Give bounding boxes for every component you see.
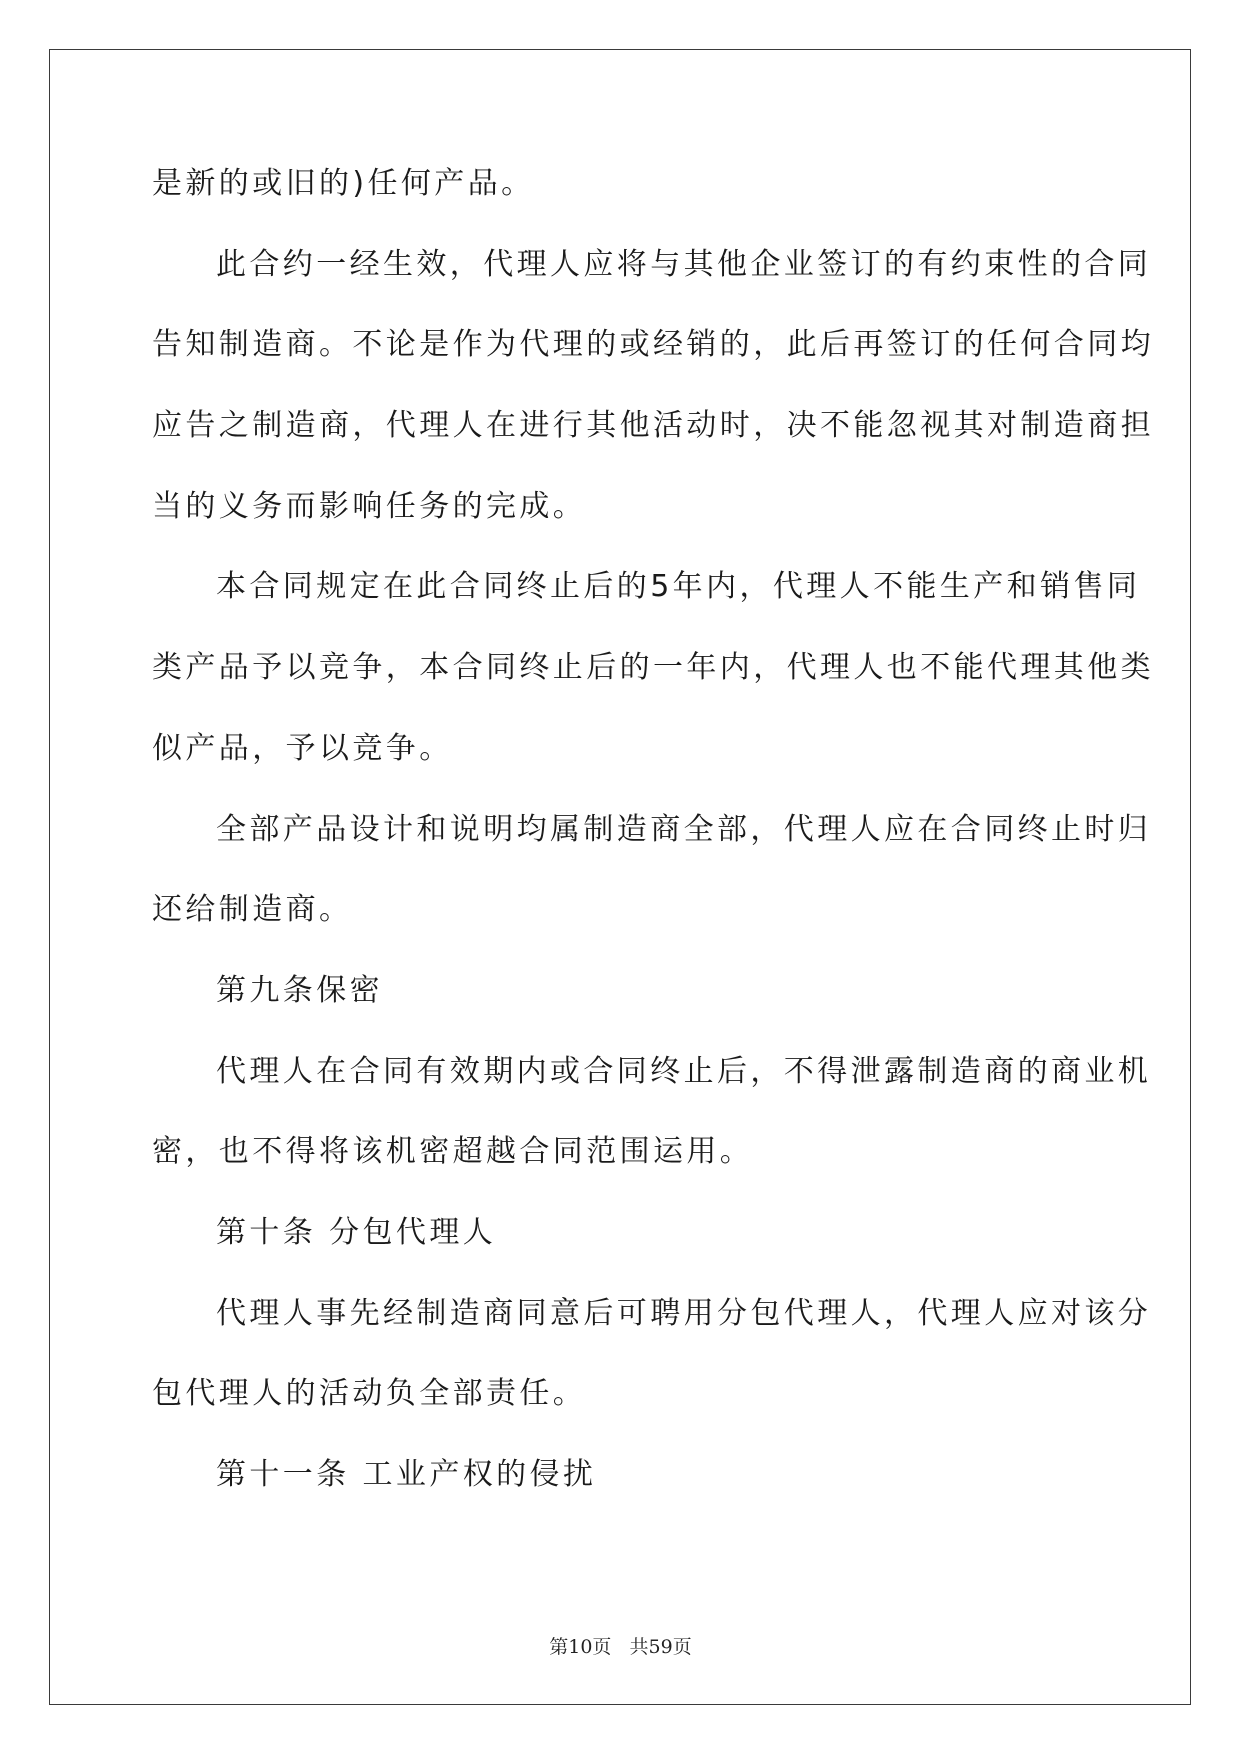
- document-body: [152, 158, 1154, 1530]
- text-line: 还给制造商。: [152, 892, 353, 928]
- text-line: 本合同规定在此合同终止后的5年内，代理人不能生产和销售同: [216, 569, 1141, 605]
- text-line: 此合约一经生效，代理人应将与其他企业签订的有约束性的合同: [216, 246, 1152, 282]
- page-number: 第10页 共59页: [549, 1636, 692, 1658]
- text-line: 全部产品设计和说明均属制造商全部，代理人应在合同终止时归: [216, 811, 1152, 847]
- text-line: 代理人事先经制造商同意后可聘用分包代理人，代理人应对该分: [216, 1295, 1152, 1331]
- section-heading: 第十一条 工业产权的侵扰: [216, 1457, 597, 1492]
- section-heading: 第十条 分包代理人: [216, 1214, 497, 1250]
- text-line: 告知制造商。不论是作为代理的或经销的，此后再签订的任何合同均: [152, 327, 1154, 363]
- text-line: 密，也不得将该机密超越合同范围运用。: [152, 1134, 754, 1170]
- text-line: 应告之制造商，代理人在进行其他活动时，决不能忽视其对制造商担: [152, 408, 1154, 444]
- text-line: 类产品予以竞争，本合同终止后的一年内，代理人也不能代理其他类: [152, 650, 1154, 686]
- text-line: 是新的或旧的)任何产品。: [152, 166, 535, 201]
- text-line: 当的义务而影响任务的完成。: [152, 488, 587, 524]
- text-line: 代理人在合同有效期内或合同终止后，不得泄露制造商的商业机: [216, 1053, 1152, 1089]
- text-line: 包代理人的活动负全部责任。: [152, 1376, 587, 1412]
- section-heading: 第九条保密: [216, 972, 383, 1008]
- text-line: 似产品，予以竞争。: [152, 730, 453, 766]
